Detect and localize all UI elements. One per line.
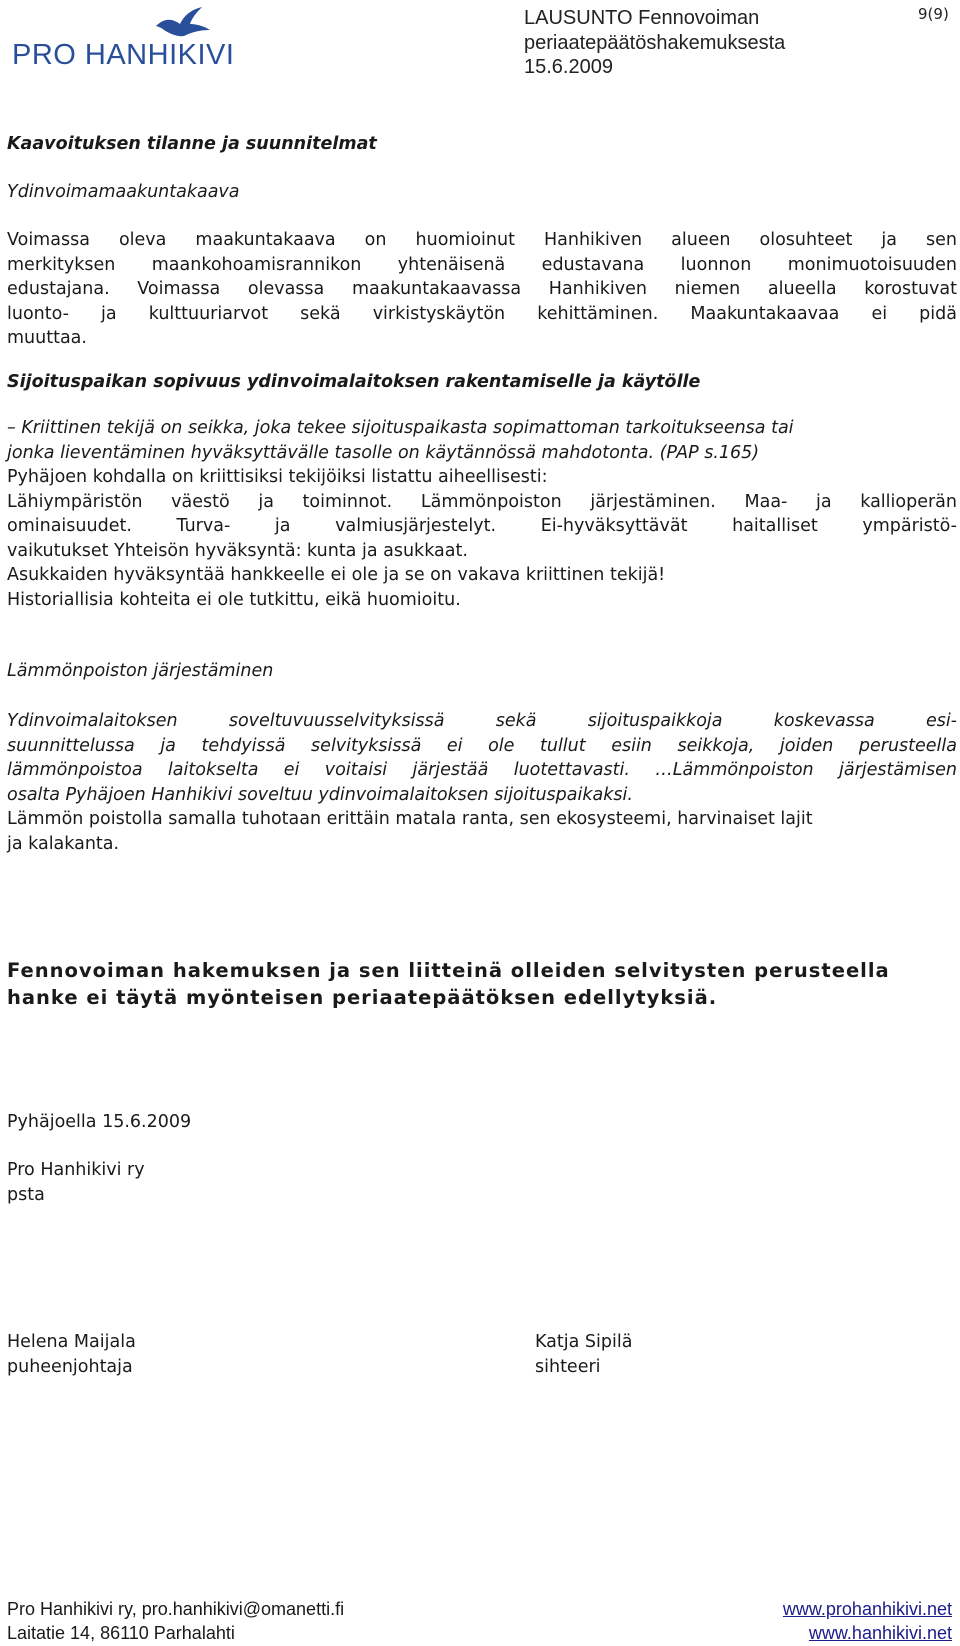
signer-name: Katja Sipilä (535, 1332, 633, 1352)
signer-1 (7, 1330, 487, 1379)
text-line: Pyhäjoen kohdalla on kriittisiksi tekijöiksi listattu aiheellisesti: (7, 467, 548, 487)
footer-contact (7, 1597, 344, 1645)
quote-line: jonka lieventäminen hyväksyttävälle tasolle on käytännössä mahdotonta. (PAP s.165) (7, 442, 760, 463)
signer-title: sihteeri (535, 1356, 601, 1377)
link-hanhikivi[interactable]: www.hanhikivi.net (808, 1623, 952, 1643)
logo (8, 6, 248, 72)
bird-icon (154, 6, 212, 42)
paragraph-maakuntakaava (7, 228, 957, 351)
document-title (524, 6, 785, 80)
conclusion-line: hanke ei täytä myönteisen periaatepäätöksen edellytyksiä. (7, 986, 718, 1009)
text-line: Historiallisia kohteita ei ole tutkittu, eikä huomioitu. (7, 589, 461, 610)
title-line: periaatepäätöshakemuksesta (524, 31, 786, 54)
text-line: vaikutukset Yhteisön hyväksyntä: kunta ja asukkaat. (7, 540, 468, 561)
section-heading-sijoituspaikka: Sijoituspaikan sopivuus ydinvoimalaitoksen rakentamiselle ja käytölle (7, 372, 701, 392)
text-line: lämmönpoistoa laitokselta ei voitaisi järjestää luotettavasti. …Lämmönpoiston järjestämisen (7, 760, 957, 780)
organization-sub: psta (7, 1184, 45, 1205)
text-line: Voimassa oleva maakuntakaava on huomioinut Hanhikiven alueen olosuhteet ja sen (7, 230, 957, 250)
organization-name: Pro Hanhikivi ry (7, 1160, 145, 1180)
conclusion (7, 957, 957, 1011)
signer-title: puheenjohtaja (7, 1356, 133, 1377)
quote-line: – Kriittinen tekijä on seikka, joka tekee sijoituspaikasta sopimattoman tarkoitukseensa tai (7, 418, 794, 438)
page-number: 9(9) (918, 5, 949, 23)
signer-name: Helena Maijala (7, 1332, 136, 1352)
footer-links (783, 1597, 952, 1645)
text-line: muuttaa. (7, 328, 87, 348)
footer-line: Laitatie 14, 86110 Parhalahti (7, 1623, 235, 1643)
place-date: Pyhäjoella 15.6.2009 (7, 1112, 192, 1132)
section-heading-kaavoitus: Kaavoituksen tilanne ja suunnitelmat (7, 134, 377, 154)
text-line: luonto- ja kulttuuriarvot sekä virkistyskäytön kehittäminen. Maakuntakaavaa ei pidä (7, 303, 957, 324)
link-prohanhikivi[interactable]: www.prohanhikivi.net (782, 1599, 952, 1619)
text-line: suunnittelussa ja tehdyissä selvityksissä ei ole tullut esiin seikkoja, joiden perusteella (7, 735, 957, 756)
text-line: osalta Pyhäjoen Hanhikivi soveltuu ydinvoimalaitoksen sijoituspaikaksi. (7, 784, 633, 805)
logo-text: PRO HANHIKIVI (12, 39, 235, 71)
text-line: Ydinvoimalaitoksen soveltuvuusselvityksissä sekä sijoituspaikkoja koskevassa esi- (7, 711, 957, 731)
footer-line: Pro Hanhikivi ry, pro.hanhikivi@omanetti.fi (7, 1599, 345, 1619)
subheading-ydinvoimamaakuntakaava: Ydinvoimamaakuntakaava (7, 182, 240, 202)
conclusion-line: Fennovoiman hakemuksen ja sen liitteinä olleiden selvitysten perusteella (7, 959, 890, 982)
paragraph-lammonpoisto-quote (7, 709, 957, 807)
title-line: LAUSUNTO Fennovoiman (524, 7, 760, 29)
signer-2 (535, 1330, 935, 1379)
text-line: ja kalakanta. (7, 833, 120, 854)
subheading-lammonpoisto: Lämmönpoiston järjestäminen (7, 661, 274, 681)
quote-pap (7, 416, 957, 465)
title-line: 15.6.2009 (524, 56, 613, 78)
text-line: Lähiympäristön väestö ja toiminnot. Lämmönpoiston järjestäminen. Maa- ja kallioperän (7, 491, 957, 512)
paragraph-kriittiset-tekijat (7, 465, 957, 612)
text-line: Lämmön poistolla samalla tuhotaan erittäin matala ranta, sen ekosysteemi, harvinaiset lajit (7, 809, 813, 829)
text-line: ominaisuudet. Turva- ja valmiusjärjestelyt. Ei-hyväksyttävät haitalliset ympäristö- (7, 516, 957, 536)
text-line: Asukkaiden hyväksyntää hankkeelle ei ole ja se on vakava kriittinen tekijä! (7, 565, 666, 585)
text-line: merkityksen maankohoamisrannikon yhtenäisenä edustavana luonnon monimuotoisuuden (7, 254, 957, 275)
text-line: edustajana. Voimassa olevassa maakuntakaavassa Hanhikiven niemen alueella korostuvat (7, 279, 957, 299)
paragraph-lammon-poisto (7, 807, 957, 856)
signature-organization (7, 1158, 957, 1207)
